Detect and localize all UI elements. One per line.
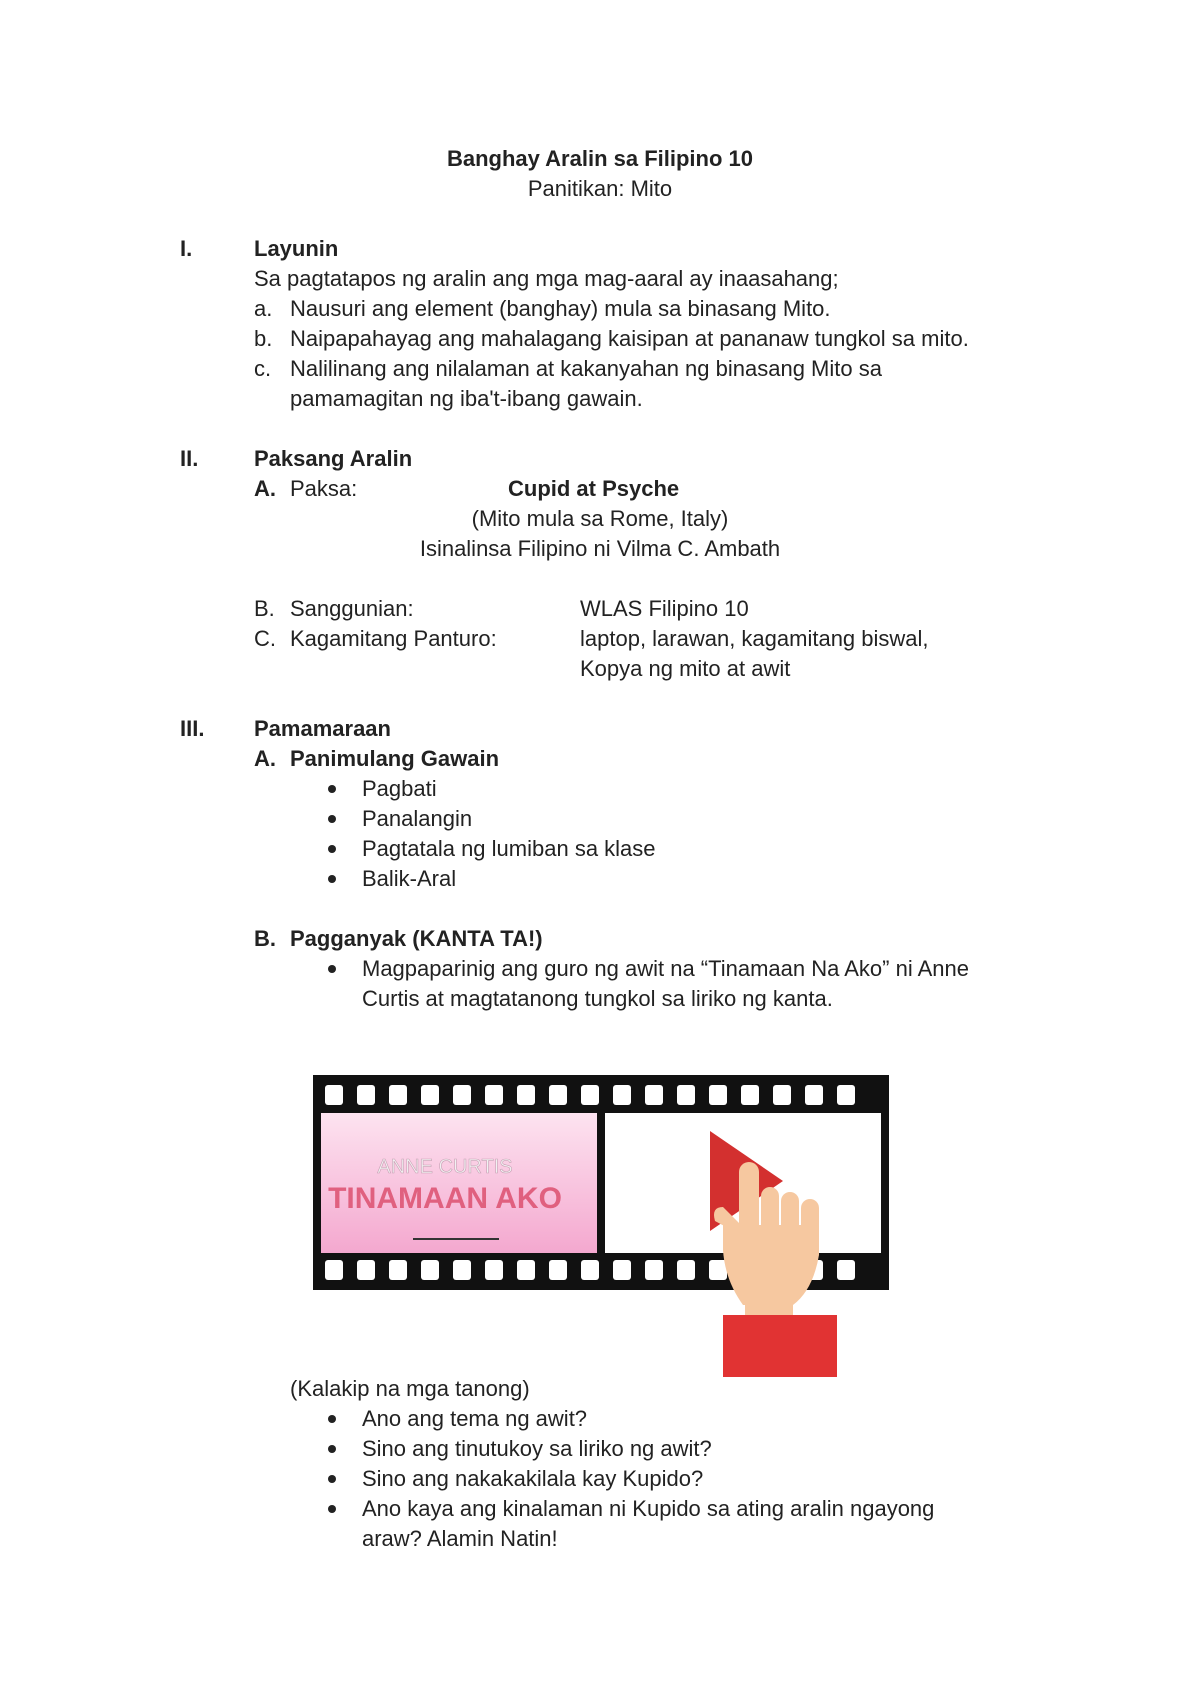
paksa-letter: A. xyxy=(254,476,276,501)
question-item: Sino ang tinutukoy sa liriko ng awit? xyxy=(362,1436,712,1461)
question-item: Sino ang nakakakilala kay Kupido? xyxy=(362,1466,704,1491)
pagganyak-letter: B. xyxy=(254,926,276,951)
kagamitan-label: Kagamitang Panturo: xyxy=(290,626,497,651)
bullet-dot xyxy=(328,785,336,793)
sanggunian-label: Sanggunian: xyxy=(290,596,414,621)
paksa-label: Paksa: xyxy=(290,476,358,501)
objective-b-letter: b. xyxy=(254,326,273,351)
panimula-item: Panalangin xyxy=(362,806,473,831)
pagganyak-item-line2: Curtis at magtatanong tungkol sa liriko ng kanta. xyxy=(362,986,833,1011)
section3-heading: Pamamaraan xyxy=(254,716,391,741)
paksa-translator: Isinalinsa Filipino ni Vilma C. Ambath xyxy=(419,536,781,561)
section2-numeral: II. xyxy=(180,446,199,471)
objective-c-text: Nalilinang ang nilalaman at kakanyahan ng binasang Mito sa xyxy=(290,356,882,381)
thumbnail-song-title: TINAMAAN AKO xyxy=(328,1182,562,1215)
panimula-letter: A. xyxy=(254,746,276,771)
panimula-heading: Panimulang Gawain xyxy=(290,746,500,771)
sanggunian-value: WLAS Filipino 10 xyxy=(580,596,749,621)
bullet-dot xyxy=(328,1505,336,1513)
bullet-dot xyxy=(328,1445,336,1453)
section1-heading: Layunin xyxy=(254,236,339,261)
questions-intro: (Kalakip na mga tanong) xyxy=(290,1376,530,1401)
objective-a-letter: a. xyxy=(254,296,273,321)
section2-heading: Paksang Aralin xyxy=(254,446,413,471)
panimula-item: Pagtatala ng lumiban sa klase xyxy=(362,836,656,861)
thumbnail-underline xyxy=(413,1238,499,1240)
film-sprocket-holes-top xyxy=(325,1085,855,1105)
panimula-item: Balik-Aral xyxy=(362,866,457,891)
thumbnail-artist: ANNE CURTIS xyxy=(377,1156,513,1178)
bullet-dot xyxy=(328,815,336,823)
section3-numeral: III. xyxy=(180,716,205,741)
pagganyak-item-line1: Magpaparinig ang guro ng awit na “Tinamaan Na Ako” ni Anne xyxy=(362,956,970,981)
kagamitan-value-1: laptop, larawan, kagamitang biswal, xyxy=(580,626,929,651)
pagganyak-heading: Pagganyak (KANTA TA!) xyxy=(290,926,543,951)
question-item: Ano ang tema ng awit? xyxy=(362,1406,588,1431)
section1-intro: Sa pagtatapos ng aralin ang mga mag-aaral ay inaasahang; xyxy=(254,266,839,291)
bullet-dot xyxy=(328,1475,336,1483)
paksa-title: Cupid at Psyche xyxy=(508,476,680,501)
question-item: Ano kaya ang kinalaman ni Kupido sa ating aralin ngayong xyxy=(362,1496,935,1521)
objective-c-continuation: pamamagitan ng iba't-ibang gawain. xyxy=(290,386,643,411)
kagamitan-letter: C. xyxy=(254,626,276,651)
objective-b-text: Naipapahayag ang mahalagang kaisipan at pananaw tungkol sa mito. xyxy=(290,326,969,351)
section1-numeral: I. xyxy=(180,236,193,261)
bullet-dot xyxy=(328,965,336,973)
objective-a-text: Nausuri ang element (banghay) mula sa binasang Mito. xyxy=(290,296,831,321)
bullet-dot xyxy=(328,1415,336,1423)
bullet-dot xyxy=(328,845,336,853)
bullet-dot xyxy=(328,875,336,883)
video-illustration xyxy=(313,1075,893,1395)
document-subtitle: Panitikan: Mito xyxy=(527,176,673,201)
objective-c-letter: c. xyxy=(254,356,272,381)
paksa-origin: (Mito mula sa Rome, Italy) xyxy=(471,506,729,531)
sleeve-shape xyxy=(723,1315,837,1377)
question-item-continuation: araw? Alamin Natin! xyxy=(362,1526,558,1551)
kagamitan-value-2: Kopya ng mito at awit xyxy=(580,656,791,681)
panimula-item: Pagbati xyxy=(362,776,437,801)
document-title: Banghay Aralin sa Filipino 10 xyxy=(446,146,754,171)
sanggunian-letter: B. xyxy=(254,596,275,621)
